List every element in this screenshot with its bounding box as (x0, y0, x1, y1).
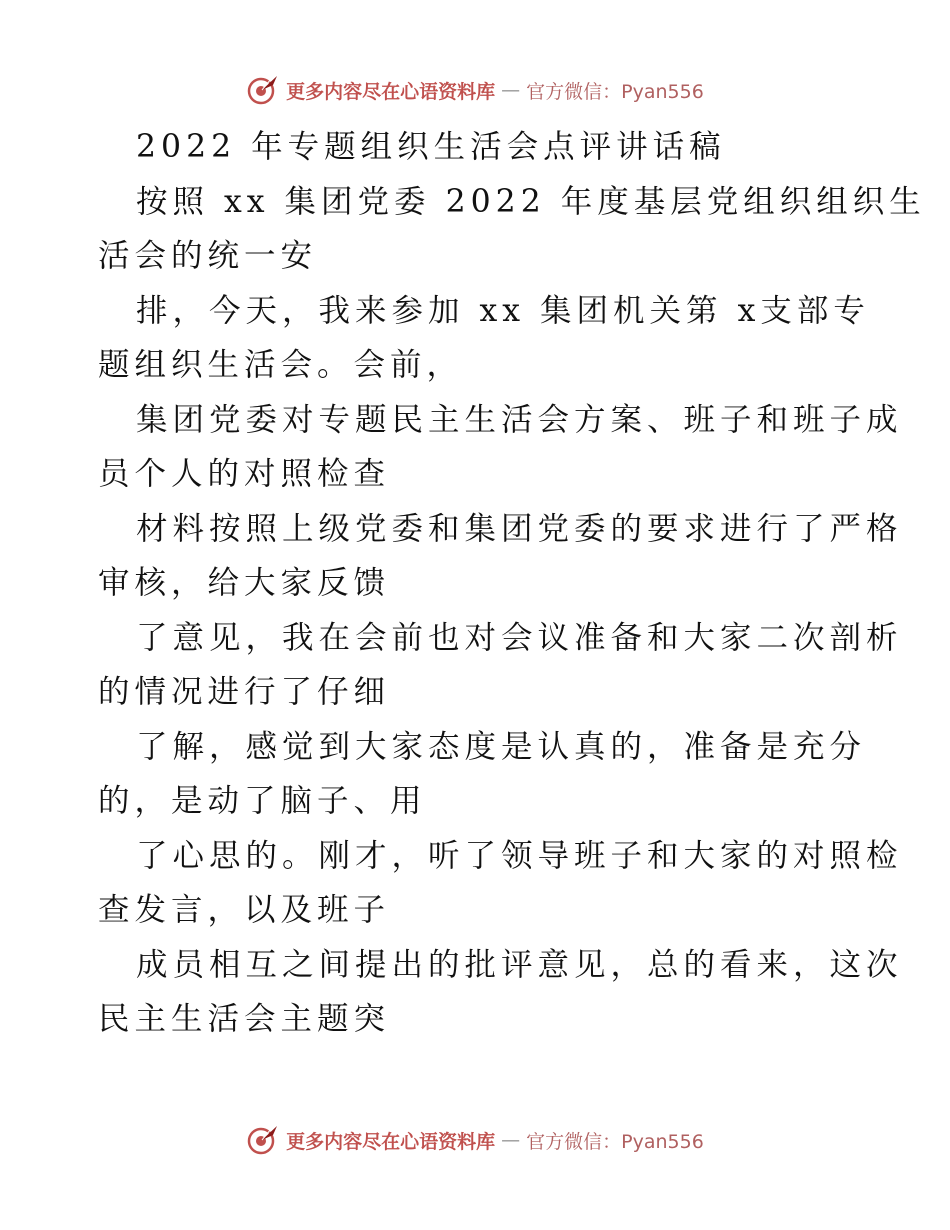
text-line: 题组织生活会。会前， (98, 347, 464, 383)
banner-contact-text: 官方微信：Pyan556 (526, 80, 704, 103)
text-line: 的，是动了脑子、用 (98, 783, 427, 819)
banner-link-text[interactable]: 更多内容尽在心语资料库 (286, 1130, 496, 1153)
text-line: 成员相互之间提出的批评意见，总的看来，这次 (136, 946, 903, 983)
banner-link-text[interactable]: 更多内容尽在心语资料库 (286, 80, 496, 103)
text-line: 了心思的。刚才，听了领导班子和大家的对照检 (136, 837, 903, 874)
header-banner (0, 70, 950, 110)
document-title: 2022 年专题组织生活会点评讲话稿 (136, 129, 726, 165)
document-body (98, 120, 926, 1047)
text-line: 按照 xx 集团党委 2022 年度基层党组织组织生 (136, 183, 926, 220)
quill-logo-icon (246, 1123, 280, 1157)
text-line: 查发言，以及班子 (98, 892, 391, 928)
text-line: 材料按照上级党委和集团党委的要求进行了严格 (136, 510, 903, 547)
text-line: 的情况进行了仔细 (98, 674, 391, 710)
text-line: 集团党委对专题民主生活会方案、班子和班子成 (136, 401, 903, 438)
text-line: 排，今天，我来参加 xx 集团机关第 x支部专 (136, 292, 870, 329)
text-line: 了解，感觉到大家态度是认真的，准备是充分 (136, 728, 867, 765)
banner-separator: — (501, 79, 521, 101)
text-line: 了意见，我在会前也对会议准备和大家二次剖析 (136, 619, 903, 656)
text-line: 民主生活会主题突 (98, 1001, 391, 1037)
banner-contact-text: 官方微信：Pyan556 (526, 1130, 704, 1153)
quill-logo-icon (246, 73, 280, 107)
text-line: 审核，给大家反馈 (98, 565, 391, 601)
text-line: 活会的统一安 (98, 238, 318, 274)
banner-separator: — (501, 1129, 521, 1151)
footer-banner (0, 1120, 950, 1160)
text-line: 员个人的对照检查 (98, 456, 391, 492)
